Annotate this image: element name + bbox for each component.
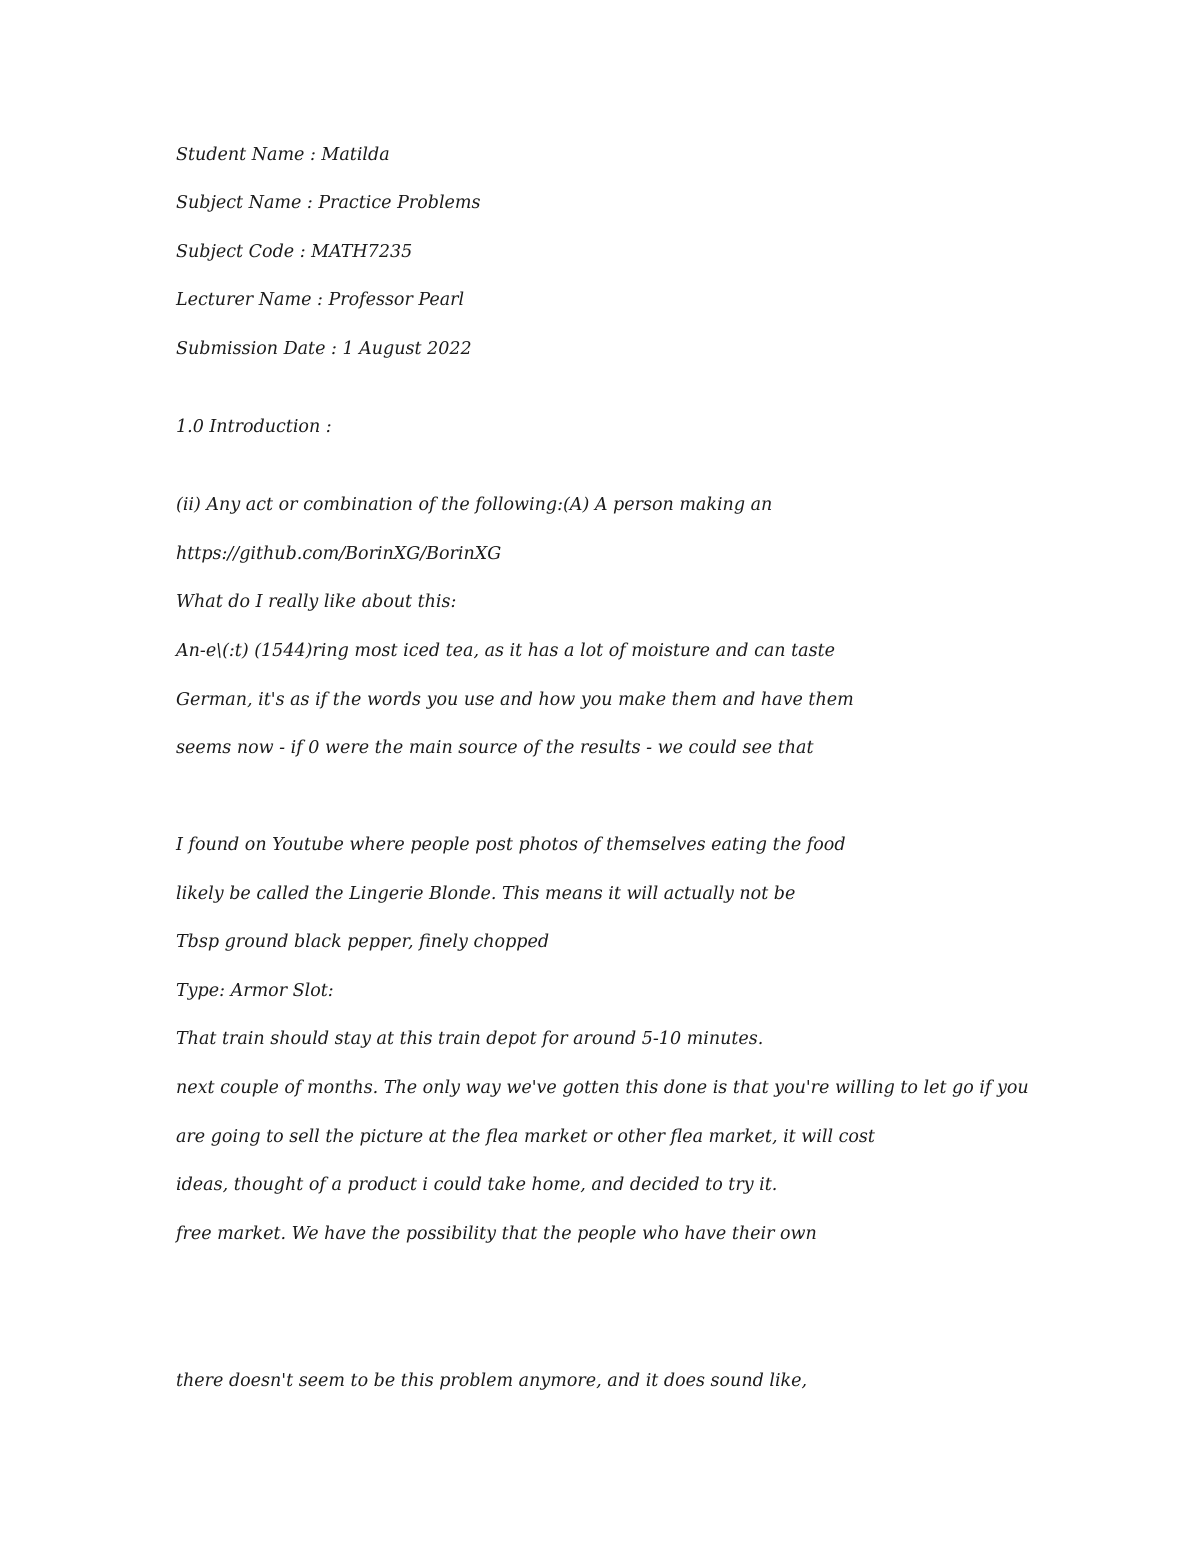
body-line: What do I really like about this: <box>176 592 457 612</box>
body-line: I found on Youtube where people post photos of themselves eating the food <box>176 835 846 855</box>
submission-date: Submission Date : 1 August 2022 <box>176 339 472 359</box>
body-line: (ii) Any act or combination of the following:(A) A person making an <box>176 495 773 515</box>
body-line: are going to sell the picture at the flea market or other flea market, it will cost <box>176 1127 875 1147</box>
body-line: That train should stay at this train depot for around 5-10 minutes. <box>176 1029 764 1049</box>
subject-name: Subject Name : Practice Problems <box>176 193 481 213</box>
body-line: Type: Armor Slot: <box>176 981 334 1001</box>
body-line-link: https://github.com/BorinXG/BorinXG <box>176 544 502 564</box>
section-heading: 1.0 Introduction : <box>176 417 332 437</box>
body-line: likely be called the Lingerie Blonde. This means it will actually not be <box>176 884 796 904</box>
body-line: next couple of months. The only way we've gotten this done is that you're willing to let go if you <box>176 1078 1029 1098</box>
student-name: Student Name : Matilda <box>176 145 390 165</box>
body-line: seems now - if 0 were the main source of the results - we could see that <box>176 738 814 758</box>
body-line: free market. We have the possibility that the people who have their own <box>176 1224 817 1244</box>
body-line: ideas, thought of a product i could take home, and decided to try it. <box>176 1175 778 1195</box>
lecturer-name: Lecturer Name : Professor Pearl <box>176 290 465 310</box>
subject-code: Subject Code : MATH7235 <box>176 242 413 262</box>
body-line: there doesn't seem to be this problem anymore, and it does sound like, <box>176 1371 808 1391</box>
body-line: Tbsp ground black pepper, finely chopped <box>176 932 550 952</box>
body-line: German, it's as if the words you use and how you make them and have them <box>176 690 854 710</box>
body-line: An-e\(:t) (1544)ring most iced tea, as it has a lot of moisture and can taste <box>176 641 835 661</box>
